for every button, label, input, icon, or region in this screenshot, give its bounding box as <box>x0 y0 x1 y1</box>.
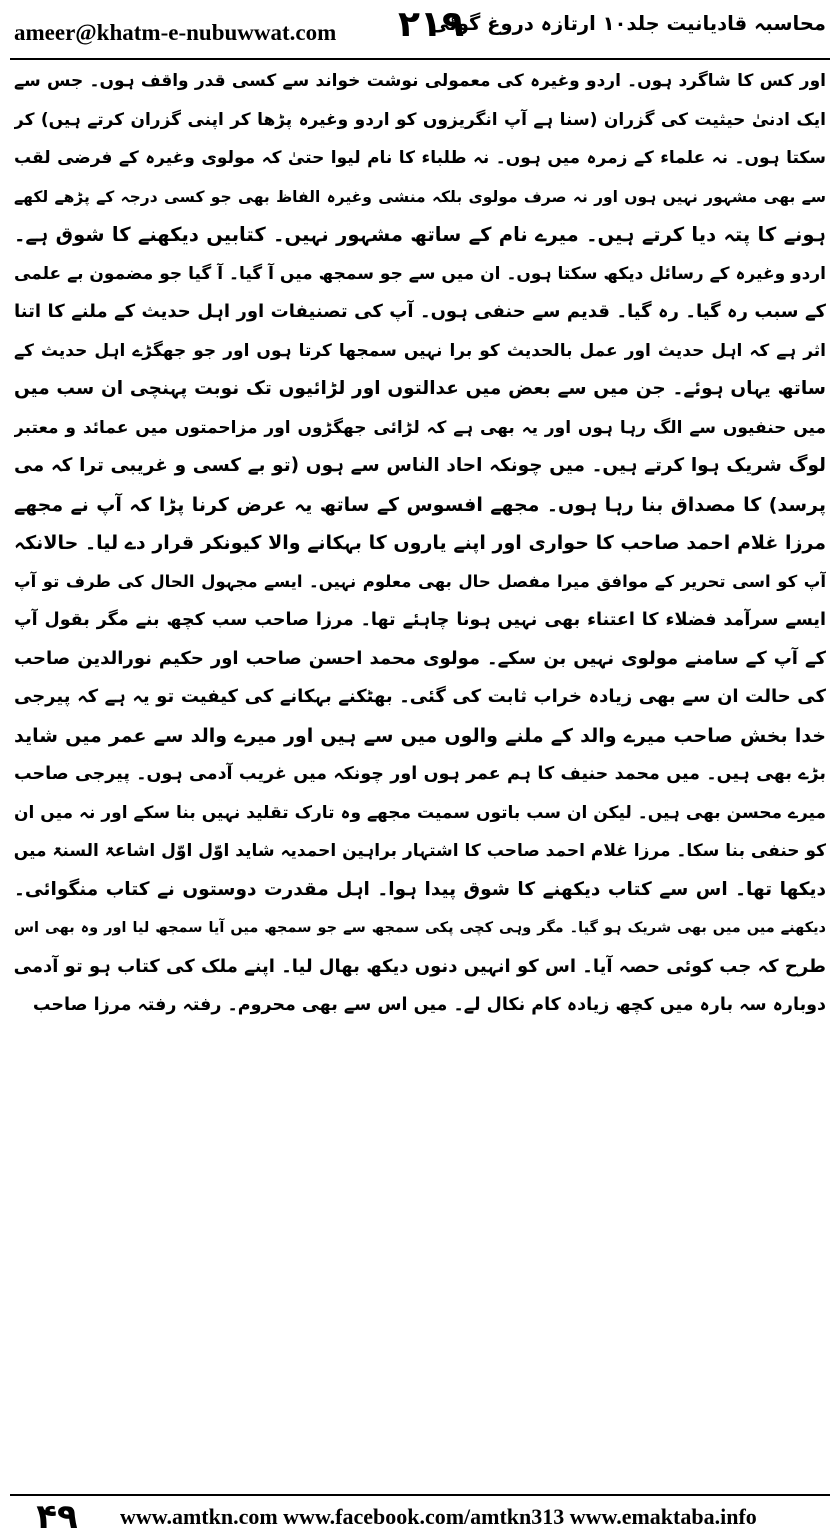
text-line: سکتا ہوں۔ نہ علماء کے زمرہ میں ہوں۔ نہ طلباء کا نام لیوا حتیٰ کہ مولوی وغیرہ کے فرضی لقب <box>14 148 826 168</box>
text-line: پرسد) کا مصداق بنا رہا ہوں۔ مجھے افسوس کے ساتھ یہ عرض کرنا پڑا کہ آپ نے مجھے <box>14 493 826 516</box>
text-line: دیکھا تھا۔ اس سے کتاب دیکھنے کا شوق پیدا ہوا۔ اہل مقدرت دوستوں نے کتاب منگوائی۔ <box>14 878 826 900</box>
text-line: کو حنفی بنا سکا۔ مرزا غلام احمد صاحب کا اشتہار براہین احمدیہ شاید اوّل اوّل اشاعۃ السنۃ میں <box>14 841 826 861</box>
text-line: ایسے سرآمد فضلاء کا اعتناء بھی نہیں ہونا چاہئے تھا۔ مرزا صاحب سب کچھ بنے مگر بقول آپ <box>14 610 826 630</box>
text-line: آپ کو اسی تحریر کے موافق میرا مفصل حال بھی معلوم نہیں۔ ایسے مجہول الحال کی طرف تو آپ <box>14 571 826 591</box>
footer-links: www.amtkn.com www.facebook.com/amtkn313 www.emaktaba.info <box>120 1504 757 1529</box>
text-line: ایک ادنیٰ حیثیت کی گزران (سنا ہے آپ انگریزوں کو اردو وغیرہ پڑھا کر اپنی گزران کرتے ہیں) کر <box>14 109 826 130</box>
text-line: ہونے کا پتہ دیا کرتے ہیں۔ میرے نام کے ساتھ مشہور نہیں۔ کتابیں دیکھنے کا شوق ہے۔ <box>14 223 826 246</box>
text-line: لوگ شریک ہوا کرتے ہیں۔ میں چونکہ احاد الناس سے ہوں (تو بے کسی و غریبی ترا کہ می <box>14 455 826 476</box>
text-line: مرزا غلام احمد صاحب کا حواری اور اپنے یاروں کا بہکانے والا کیونکر قرار دے لیا۔ حالانکہ <box>14 532 826 554</box>
text-line: طرح کہ جب کوئی حصہ آیا۔ اس کو انہیں دنوں دیکھ بھال لیا۔ اپنے ملک کی کتاب ہو تو آدمی <box>14 955 826 977</box>
text-line: اثر ہے کہ اہل حدیث اور عمل بالحدیث کو برا نہیں سمجھا کرتا ہوں اور جو جھگڑے اہل حدیث کے <box>14 340 826 361</box>
text-line: میرے محسن بھی ہیں۔ لیکن ان سب باتوں سمیت مجھے وہ تارک تقلید نہیں بنا سکے اور نہ میں ان <box>14 802 826 823</box>
text-line: ساتھ یہاں ہوئے۔ جن میں سے بعض میں عدالتوں اور لڑائیوں تک نوبت پہنچی ان سب میں <box>14 378 826 399</box>
page-number: ۲۱۹ <box>398 4 464 45</box>
running-title: محاسبہ قادیانیت جلد۱۰ ارتازہ دروغ گوئی <box>429 12 826 35</box>
folio-number: ۴۹ <box>36 1497 78 1537</box>
text-line: میں حنفیوں سے الگ رہا ہوں اور یہ بھی ہے کہ لڑائی جھگڑوں اور مزاحمتوں میں عمائد و معتبر <box>14 417 826 438</box>
text-line: اور کس کا شاگرد ہوں۔ اردو وغیرہ کی معمولی نوشت خواند سے کسی قدر واقف ہوں۔ جس سے <box>14 71 826 91</box>
text-line: خدا بخش صاحب میرے والد کے ملنے والوں میں سے ہیں اور میرے والد سے عمر میں شاید <box>14 724 826 747</box>
text-line: بڑے بھی ہیں۔ میں محمد حنیف کا ہم عمر ہوں اور چونکہ میں غریب آدمی ہوں۔ پیرجی صاحب <box>14 764 826 784</box>
header-rule <box>10 58 830 60</box>
text-line: کے آپ کے سامنے مولوی نہیں بن سکے۔ مولوی محمد احسن صاحب اور حکیم نورالدین صاحب <box>14 647 826 669</box>
page-footer <box>0 1496 840 1540</box>
text-line: دیکھنے میں میں بھی شریک ہو گیا۔ مگر وہی کچی پکی سمجھ سے جو سمجھ میں آیا سمجھ لیا اور وہ بھی اس <box>14 920 826 936</box>
text-line: سے بھی مشہور نہیں ہوں اور نہ صرف مولوی بلکہ منشی وغیرہ الفاظ بھی جو کسی درجہ کے پڑھے لکھے <box>14 187 826 206</box>
text-line: کے سبب رہ گیا۔ رہ گیا۔ قدیم سے حنفی ہوں۔ آپ کی تصنیفات اور اہل حدیث کے ملنے کا اتنا <box>14 301 826 322</box>
text-line: کی حالت ان سے بھی زیادہ خراب ثابت کی گئی۔ بھٹکنے بہکانے کی کیفیت تو یہ ہے کہ پیرجی <box>14 686 826 707</box>
text-line: اردو وغیرہ کے رسائل دیکھ سکتا ہوں۔ ان میں سے جو سمجھ میں آ گیا۔ آ گیا جو مضمون بے علمی <box>14 263 826 284</box>
body-text <box>14 62 826 1025</box>
page-header <box>0 0 840 58</box>
text-line: دوبارہ سہ بارہ میں کچھ زیادہ کام نکال لے۔ میں اس سے بھی محروم۔ رفتہ رفتہ مرزا صاحب <box>32 995 826 1015</box>
header-email: ameer@khatm-e-nubuwwat.com <box>14 20 337 45</box>
